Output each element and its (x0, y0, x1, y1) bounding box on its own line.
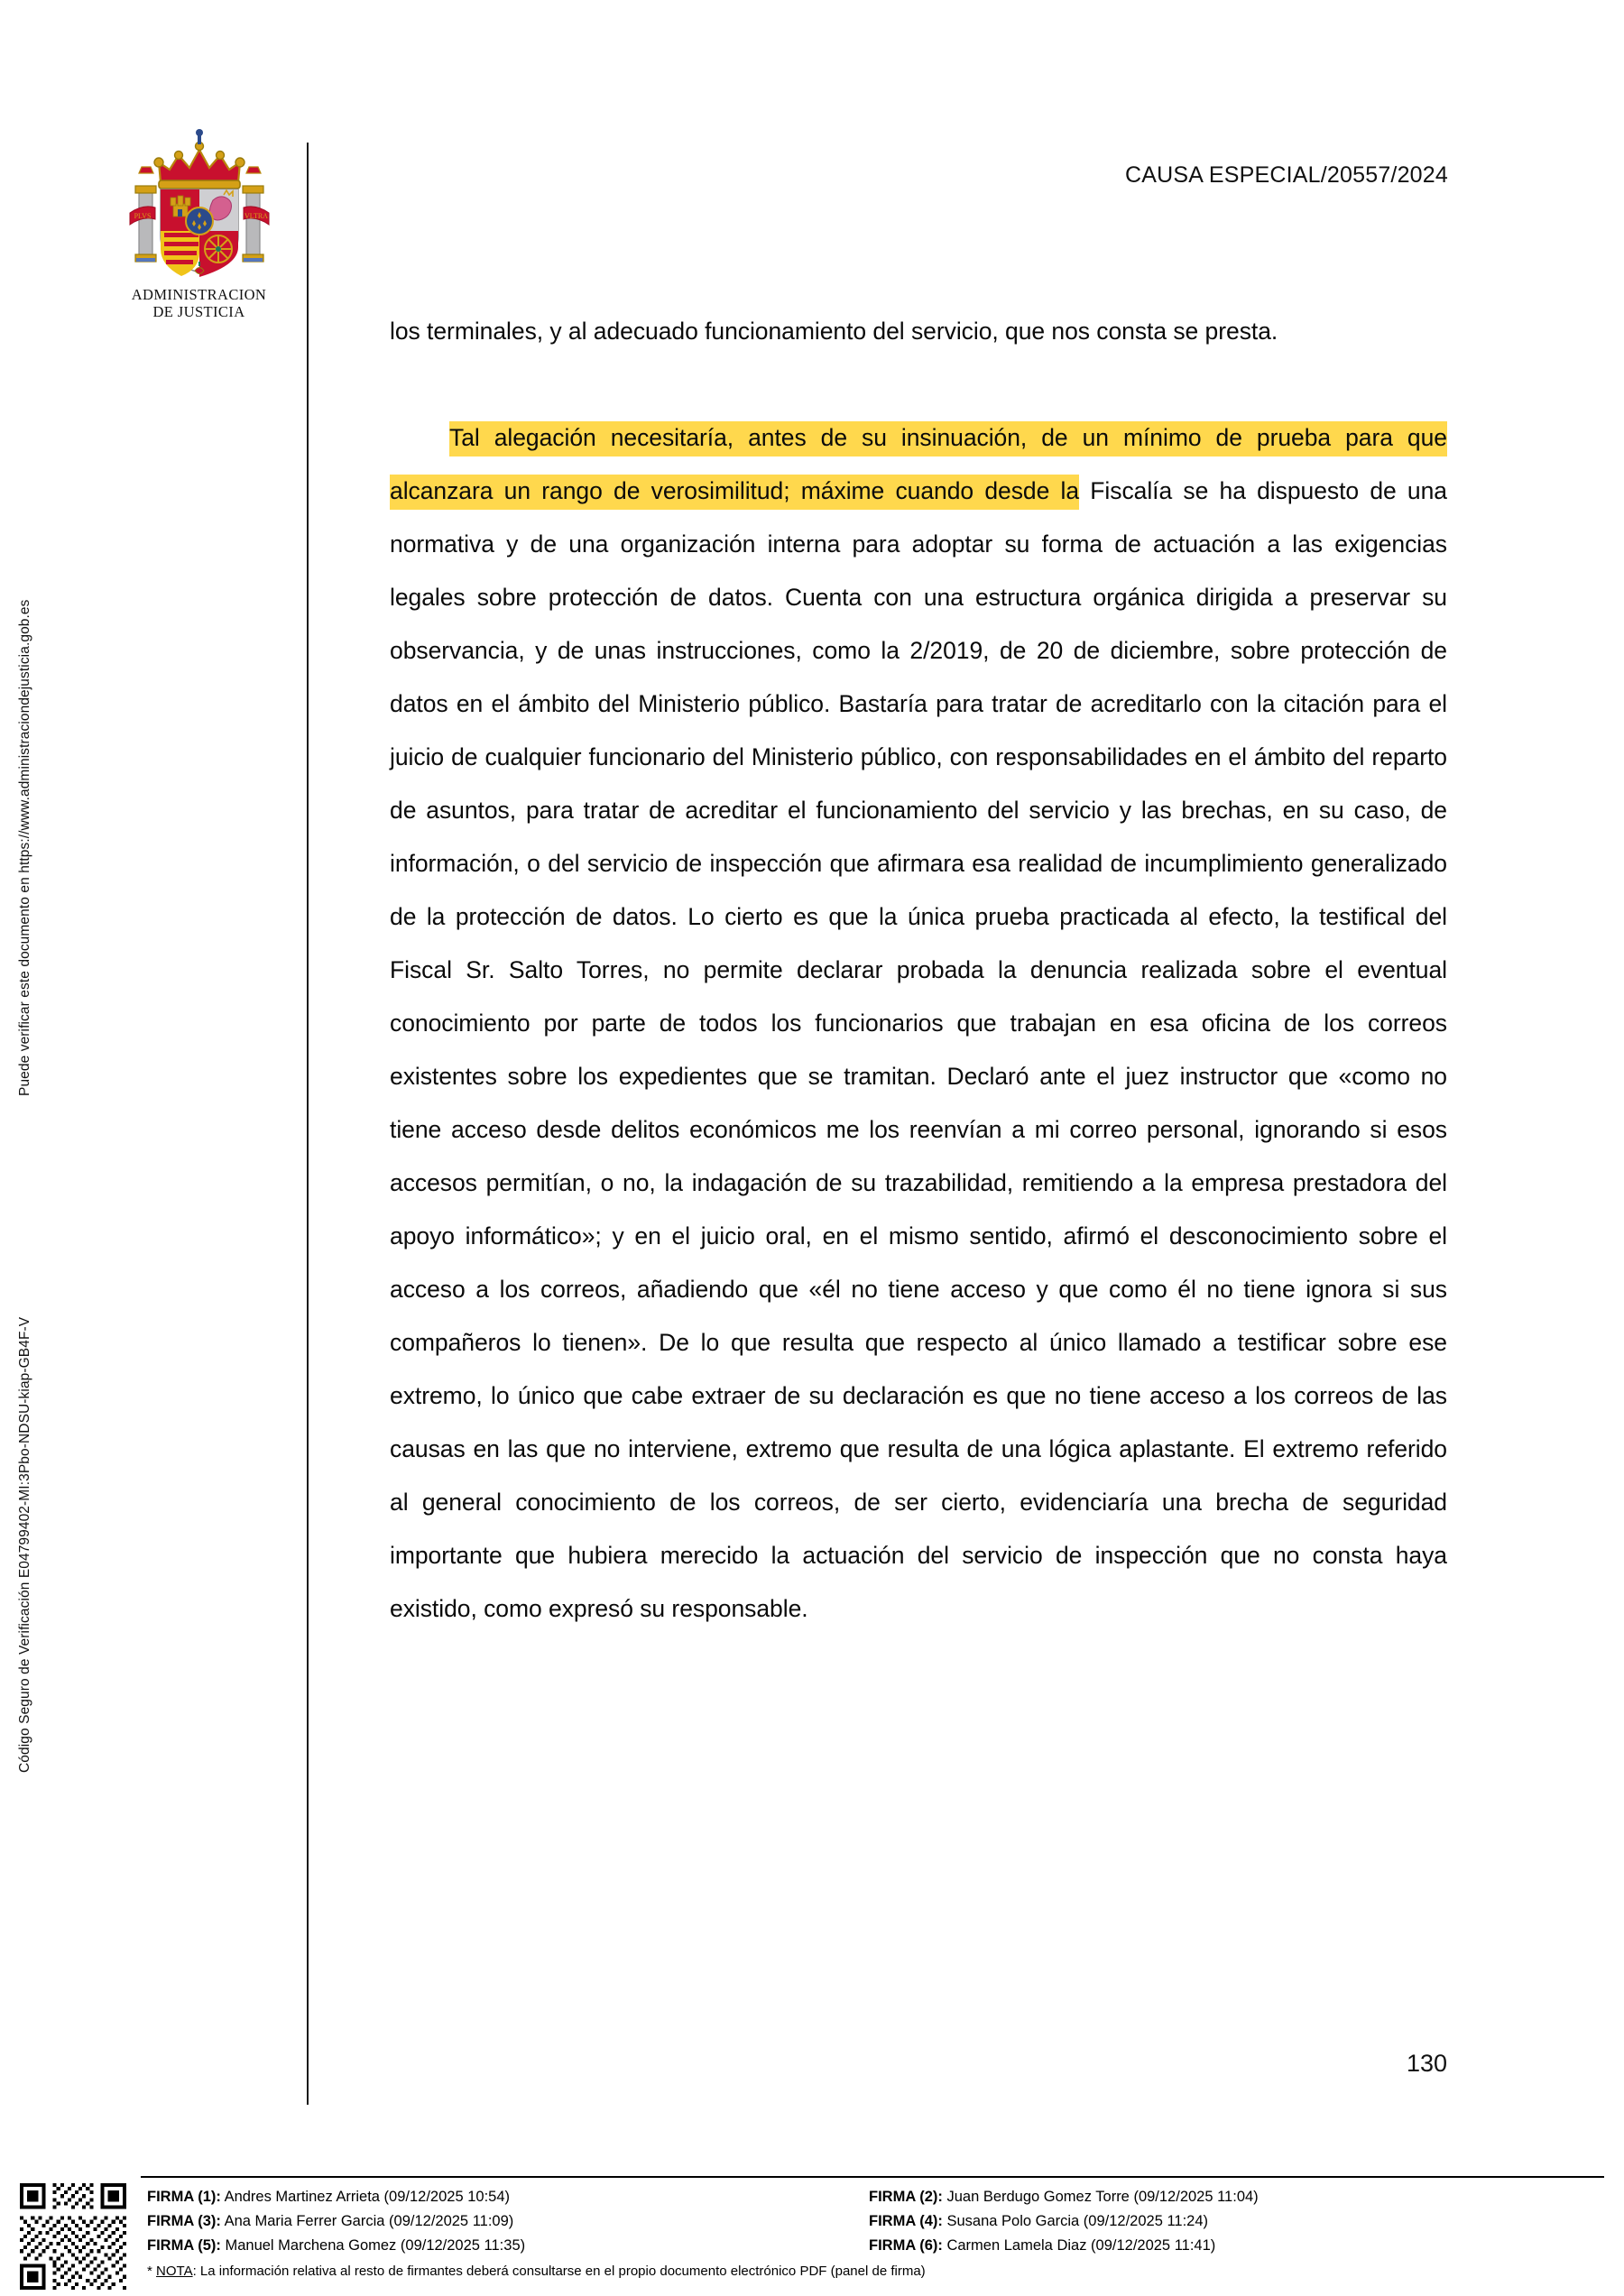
coat-of-arms-block (106, 126, 291, 321)
qr-code-icon (20, 2183, 126, 2290)
signature-2-value: Juan Berdugo Gomez Torre (09/12/2025 11:04) (946, 2189, 1259, 2205)
case-reference-header: CAUSA ESPECIAL/20557/2024 (1124, 162, 1448, 188)
left-margin-strip (0, 0, 63, 2129)
signature-3-value: Ana Maria Ferrer Garcia (09/12/2025 11:09) (224, 2213, 514, 2229)
emblem-caption-line1: ADMINISTRACION (131, 286, 267, 303)
verification-code-text: Código Seguro de Verificación E04799402-MI:3Pbo-NDSU-kiap-GB4F-V (17, 1316, 32, 1773)
page-number: 130 (1406, 2050, 1447, 2077)
emblem-caption (106, 286, 291, 321)
footer-divider (141, 2176, 1604, 2178)
signature-5-value: Manuel Marchena Gomez (09/12/2025 11:35) (225, 2237, 526, 2254)
footer-note-prefix: * (147, 2264, 157, 2279)
paragraph-main-rest: Fiscalía se ha dispuesto de una normativa y de una organización interna para adoptar su forma de actuación a las exigencias legales sobre protección de datos. Cuenta con una estructura orgánica dirigida a preservar su observancia, y de unas instrucciones, como la 2/2019, de 20 de diciembre, sobre protección de datos en el ámbito del Ministerio público. Bastaría para tratar de acreditarlo con la citación para el juicio de cualquier funcionario del Ministerio público, con responsabilidades en el ámbito del reparto de asuntos, para tratar de acreditar el funcionamiento del servicio y las brechas, en su caso, de información, o del servicio de inspección que afirmara esa realidad de incumplimiento generalizado de la protección de datos. Lo cierto es que la única prueba practicada al efecto, la testifical del Fiscal Sr. Salto Torres, no permite declarar probada la denuncia realizada sobre el eventual conocimiento por parte de todos los funcionarios que trabajan en esa oficina de los correos existentes sobre los expedientes que se tramitan. Declaró ante el juez instructor que «como no tiene acceso desde delitos económicos me los reenvían a mi correo personal, ignorando si esos accesos permitían, o no, la indagación de su trazabilidad, remitiendo a la empresa prestadora del apoyo informático»; y en el juicio oral, en el mismo sentido, afirmó el desconocimiento sobre el acceso a los correos, añadiendo que «él no tiene acceso y que como él no tiene ignora si sus compañeros lo tienen». De lo que resulta que respecto al único llamado a testificar sobre ese extremo, lo único que cabe extraer de su declaración es que no tiene acceso a los correos de las causas en las que no interviene, extremo que resulta de una lógica aplastante. El extremo referido al general conocimiento de los correos, de ser cierto, evidenciaría una brecha de seguridad importante que hubiera merecido la actuación del servicio de inspección que no consta haya existido, como expresó su responsable. (390, 477, 1447, 1622)
signature-footer (0, 2176, 1624, 2296)
coat-of-arms-icon (123, 126, 276, 284)
footer-note-underlined: NOTA (156, 2264, 193, 2279)
signature-3 (147, 2209, 869, 2234)
margin-divider (307, 143, 309, 2105)
signature-4 (869, 2209, 1602, 2234)
svg-text:PLVS: PLVS (134, 212, 151, 220)
signature-5 (147, 2234, 869, 2258)
signature-2 (869, 2185, 1602, 2209)
highlighted-text: Tal alegación necesitaría, antes de su insinuación, de un mínimo de prueba para que alcanzara un rango de verosimilitud; máxime cuando desde la (390, 421, 1447, 510)
signature-1-label: FIRMA (1): (147, 2189, 221, 2205)
signature-1 (147, 2185, 869, 2209)
svg-text:VLTRA: VLTRA (244, 212, 268, 220)
signature-5-label: FIRMA (5): (147, 2237, 221, 2254)
signature-6-value: Carmen Lamela Diaz (09/12/2025 11:41) (946, 2237, 1216, 2254)
signature-6-label: FIRMA (6): (869, 2237, 943, 2254)
signature-3-label: FIRMA (3): (147, 2213, 221, 2229)
signature-4-label: FIRMA (4): (869, 2213, 943, 2229)
signature-1-value: Andres Martinez Arrieta (09/12/2025 10:54) (224, 2189, 510, 2205)
signature-4-value: Susana Polo Garcia (09/12/2025 11:24) (946, 2213, 1209, 2229)
document-body (390, 305, 1447, 1636)
footer-note (147, 2263, 926, 2281)
signature-list (147, 2185, 1602, 2258)
emblem-caption-line2: DE JUSTICIA (152, 303, 245, 321)
paragraph-continuation: los terminales, y al adecuado funcionamiento del servicio, que nos consta se presta. (390, 318, 1278, 345)
verification-url-text: Puede verificar este documento en https://www.administraciondejusticia.gob.es (17, 599, 32, 1096)
paragraph-main (390, 411, 1447, 1636)
signature-2-label: FIRMA (2): (869, 2189, 943, 2205)
signature-6 (869, 2234, 1602, 2258)
footer-note-text: : La información relativa al resto de firmantes deberá consultarse en el propio documento electrónico PDF (panel de firma) (192, 2264, 926, 2279)
